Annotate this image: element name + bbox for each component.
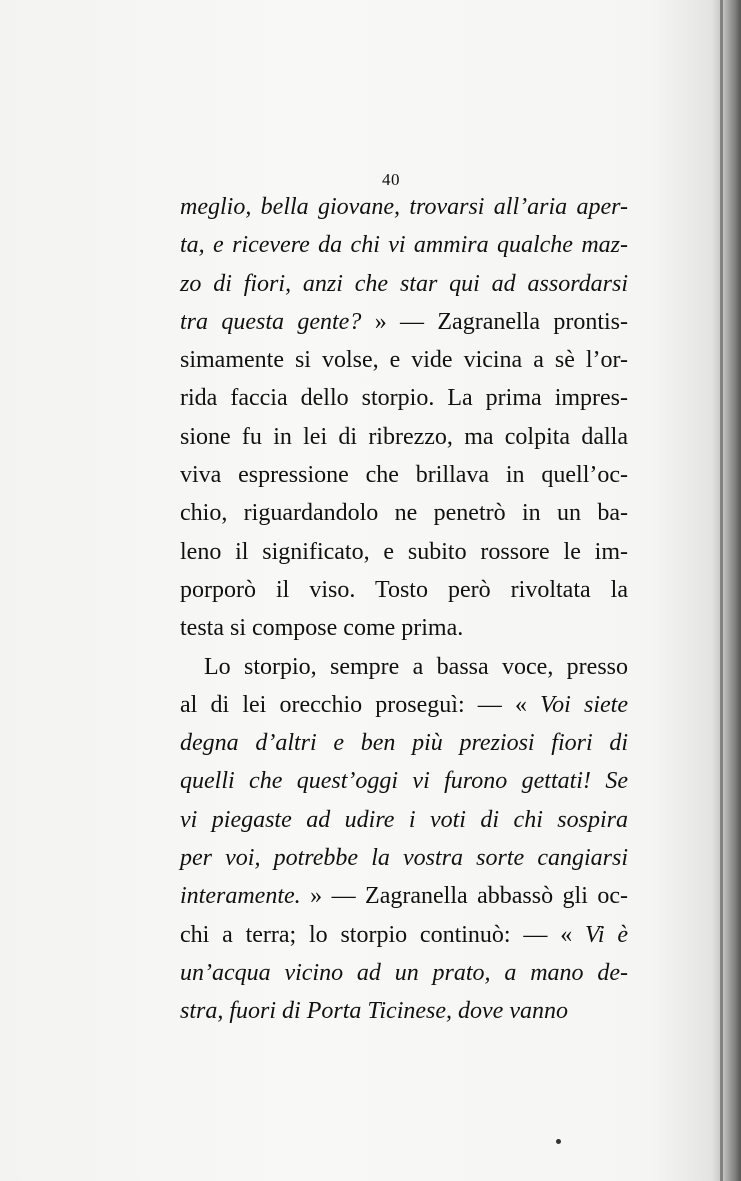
text-line (180, 303, 628, 341)
text-segment: interamente. (180, 883, 301, 910)
text-segment: quelli che quest’oggi vi furono gettati! Se (180, 768, 628, 795)
text-segment: Voi siete (540, 691, 628, 718)
text-segment: leno il significato, e subito rossore le im- (180, 538, 628, 565)
text-segment: chi a terra; lo storpio continuò: — « (180, 921, 585, 948)
text-segment: viva espressione che brillava in quell’oc- (180, 462, 628, 489)
text-line (180, 724, 628, 762)
text-segment: Lo storpio, sempre a bassa voce, presso (204, 653, 628, 680)
text-line (180, 533, 628, 571)
text-segment: » — Zagranella abbassò gli oc- (300, 883, 628, 910)
text-segment: tra questa gente? (180, 308, 375, 335)
text-line (180, 877, 628, 915)
text-segment: degna d’altri e ben più preziosi fiori di (180, 730, 628, 757)
text-line (180, 839, 628, 877)
text-line (180, 494, 628, 532)
text-line (180, 188, 628, 226)
text-segment: meglio, bella giovane, trovarsi all’aria aper- (180, 194, 628, 220)
text-segment: stra, fuori di Porta Ticinese, dove vanno (180, 998, 568, 1025)
text-line (180, 418, 628, 456)
text-segment: chio, riguardandolo ne penetrò in un ba- (180, 500, 628, 527)
text-line (180, 379, 628, 417)
page-edge-shadow (711, 0, 741, 1181)
text-segment: porporò il viso. Tosto però rivoltata la (180, 576, 628, 603)
ink-speck (556, 1139, 561, 1144)
text-segment: zo di fiori, anzi che star qui ad assordarsi (180, 270, 628, 297)
text-segment: ta, e ricevere da chi vi ammira qualche maz- (180, 232, 628, 259)
text-segment: al di lei orecchio proseguì: — « (180, 691, 541, 718)
text-line (180, 265, 628, 303)
text-segment: testa si compose come prima. (180, 615, 464, 642)
text-line (180, 992, 628, 1030)
text-line (180, 916, 628, 954)
text-line (180, 341, 628, 379)
text-segment: vi piegaste ad udire i voti di chi sospira (180, 806, 628, 833)
page-binding-line (720, 0, 723, 1181)
text-line (180, 456, 628, 494)
text-line (180, 571, 628, 609)
text-segment: sione fu in lei di ribrezzo, ma colpita dalla (180, 423, 628, 450)
text-line (180, 609, 628, 647)
text-line (180, 762, 628, 800)
text-line (180, 226, 628, 264)
text-segment: un’acqua vicino ad un prato, a mano de- (180, 959, 628, 986)
text-line (180, 954, 628, 992)
text-segment: » — Zagranella prontis- (374, 308, 628, 335)
text-line (180, 648, 628, 686)
text-segment: Vi è (585, 921, 628, 948)
page-number: 40 (382, 170, 400, 189)
body-text (180, 188, 628, 1031)
text-segment: rida faccia dello storpio. La prima impres- (180, 385, 628, 412)
text-segment: per voi, potrebbe la vostra sorte cangiarsi (180, 845, 628, 872)
text-line (180, 801, 628, 839)
text-segment: simamente si volse, e vide vicina a sè l’or- (180, 347, 628, 374)
text-line (180, 686, 628, 724)
